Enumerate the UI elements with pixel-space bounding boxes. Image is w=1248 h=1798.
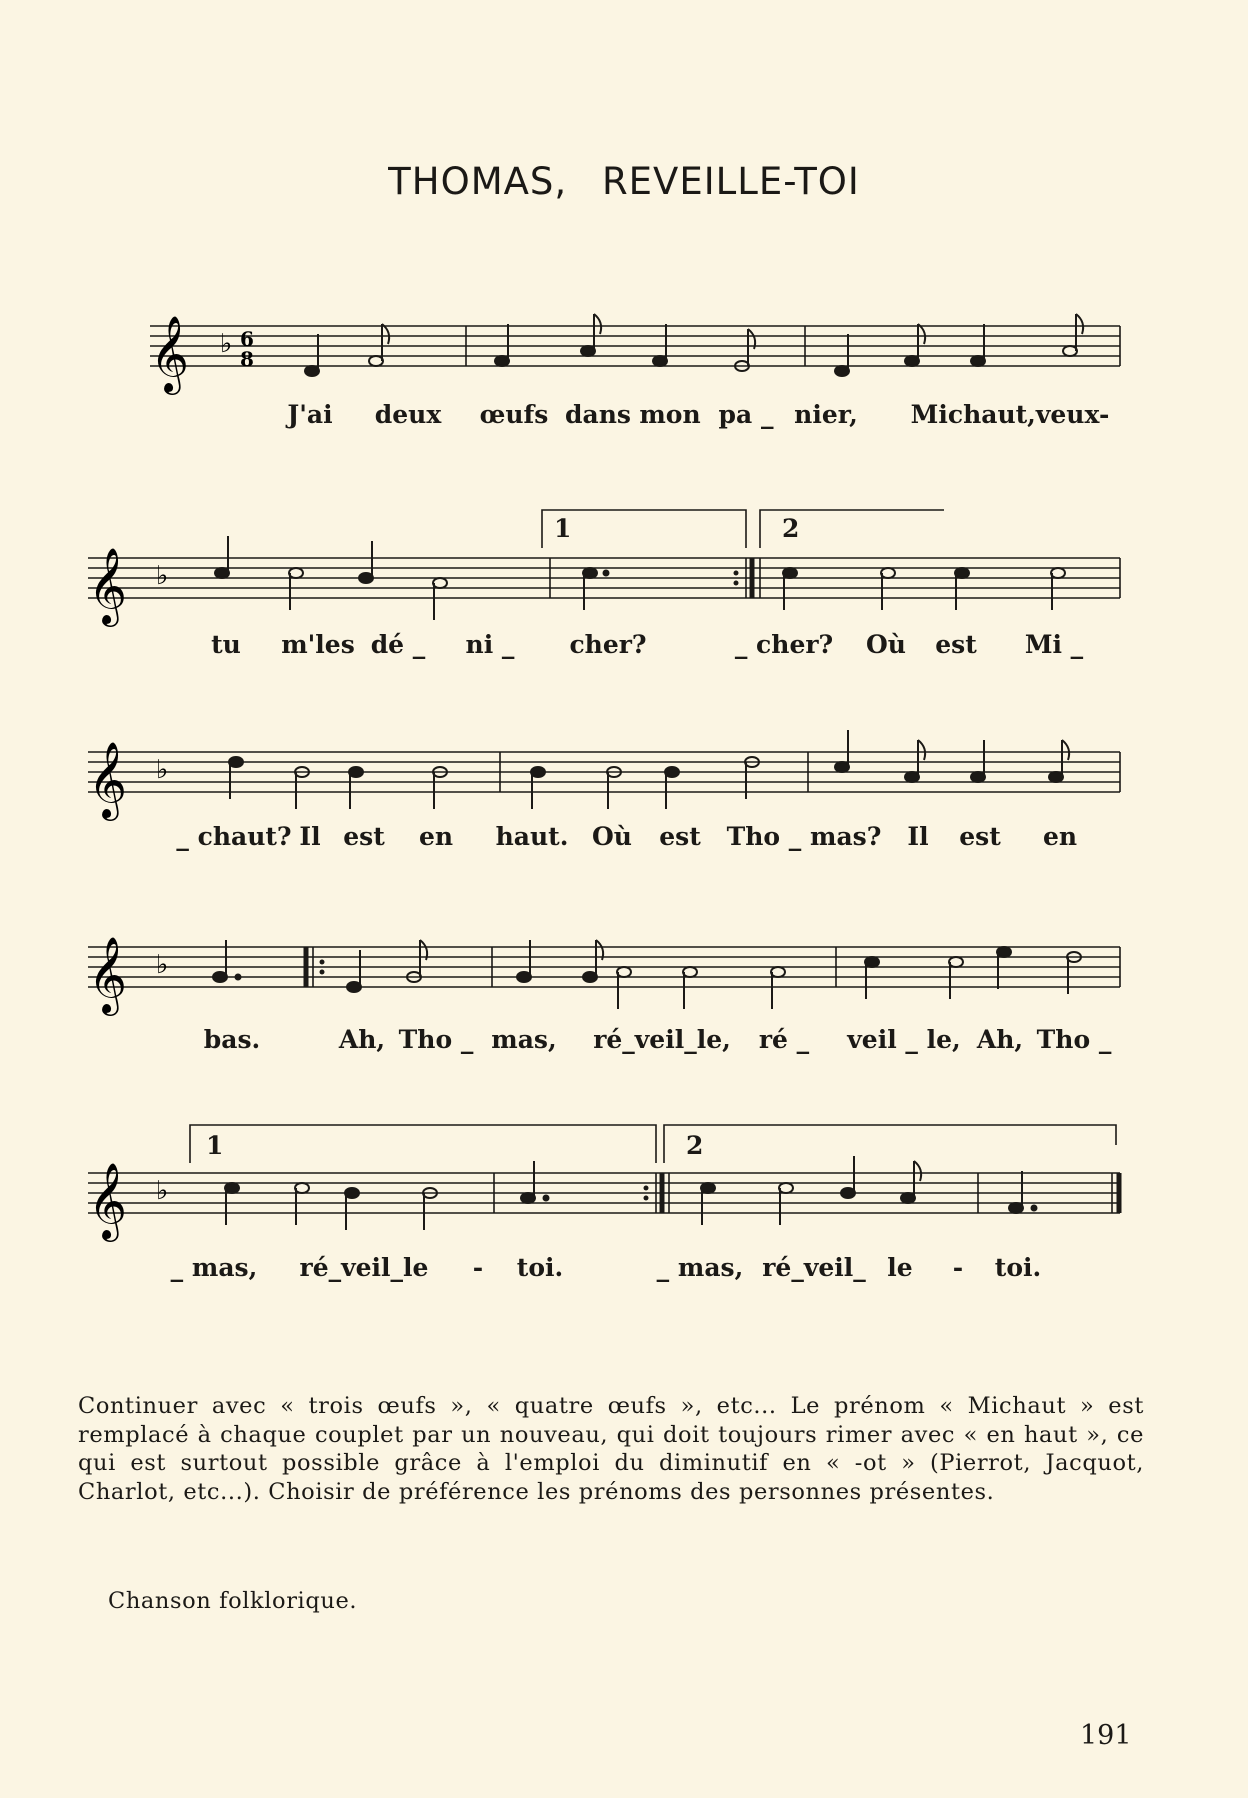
- lyric-syllable: veil _ le,: [847, 1025, 961, 1054]
- lyric-syllable: est: [343, 822, 385, 851]
- lyric-syllable: Ah,: [976, 1025, 1024, 1054]
- lyric-syllable: est: [659, 822, 701, 851]
- volta-number: 1: [206, 1131, 224, 1160]
- volta-number: 1: [554, 514, 572, 543]
- lyric-syllable: pa _: [718, 400, 774, 429]
- lyric-syllable: Mi _: [1024, 630, 1084, 659]
- lyric-syllable: dé _: [370, 630, 426, 659]
- lyric-syllable: Tho _: [1036, 1025, 1112, 1054]
- lyric-syllable: Il: [907, 822, 929, 851]
- lyric-syllable: _ mas,: [656, 1253, 744, 1282]
- music-system-1: [0, 290, 1248, 440]
- lyric-syllable: bas.: [203, 1025, 261, 1054]
- song-source: Chanson folklorique.: [108, 1588, 358, 1614]
- svg-text:♭: ♭: [156, 950, 169, 980]
- lyric-syllable: Michaut,veux-: [910, 400, 1110, 429]
- lyric-syllable: _ mas,: [170, 1253, 258, 1282]
- lyric-syllable: ré_veil_le,: [593, 1025, 731, 1054]
- lyric-syllable: Ah,: [338, 1025, 386, 1054]
- performance-note: [78, 1392, 1144, 1506]
- music-system-5: [0, 1115, 1248, 1290]
- lyric-syllable: _ cher?: [734, 630, 834, 659]
- svg-text:𝄞: 𝄞: [88, 547, 128, 624]
- lyric-syllable: en: [418, 822, 454, 851]
- svg-text:♭: ♭: [156, 755, 169, 785]
- lyric-syllable: nier,: [794, 400, 858, 429]
- svg-text:𝄞: 𝄞: [150, 315, 190, 392]
- svg-text:♭: ♭: [156, 561, 169, 591]
- lyric-syllable: ré _: [758, 1025, 810, 1054]
- lyric-syllable: mon: [639, 400, 701, 429]
- lyric-syllable: ré_veil_le: [299, 1253, 429, 1282]
- lyric-syllable: deux: [374, 400, 442, 429]
- lyric-syllable: toi.: [994, 1253, 1042, 1282]
- lyric-syllable: mas,: [491, 1025, 557, 1054]
- volta-number: 2: [686, 1131, 704, 1160]
- lyric-syllable: Tho _: [398, 1025, 474, 1054]
- svg-text:♭: ♭: [156, 1176, 169, 1206]
- svg-text:𝄞: 𝄞: [88, 936, 128, 1013]
- lyric-syllable: tu: [211, 630, 241, 659]
- lyric-syllable: -: [952, 1253, 964, 1282]
- lyric-syllable: Tho _ mas?: [726, 822, 882, 851]
- svg-text:𝄞: 𝄞: [88, 741, 128, 818]
- lyric-syllable: ré_veil_: [762, 1253, 866, 1282]
- lyric-syllable: est: [959, 822, 1001, 851]
- page-number: 191: [1080, 1720, 1132, 1751]
- lyric-syllable: J'ai: [287, 400, 333, 429]
- lyric-syllable: Où: [866, 630, 906, 659]
- svg-text:8: 8: [240, 347, 254, 371]
- lyric-syllable: en: [1042, 822, 1078, 851]
- performance-note-text: Continuer avec « trois œufs », « quatre œufs », etc... Le prénom « Michaut » est remplacé à chaque couplet par un nouveau, qui doit toujours rimer avec « en haut », ce qui est surtout possible grâce à l'emploi du diminutif en « -ot » (Pierrot, Jacquot, Charlot, etc...). Choisir de préférence les prénoms des personnes présentes.: [78, 1393, 1144, 1505]
- music-system-3: [0, 700, 1248, 870]
- volta-number: 2: [782, 514, 800, 543]
- lyric-syllable: œufs: [479, 400, 549, 429]
- svg-text:𝄞: 𝄞: [88, 1162, 128, 1239]
- lyric-syllable: toi.: [516, 1253, 564, 1282]
- lyric-syllable: -: [472, 1253, 484, 1282]
- music-system-4: [0, 895, 1248, 1065]
- lyric-syllable: cher?: [569, 630, 647, 659]
- lyric-syllable: m'les: [281, 630, 355, 659]
- lyric-syllable: Où: [592, 822, 632, 851]
- svg-text:6: 6: [240, 327, 254, 351]
- lyric-syllable: est: [935, 630, 977, 659]
- svg-text:♭: ♭: [220, 329, 233, 359]
- lyric-syllable: dans: [565, 400, 631, 429]
- lyric-syllable: ni _: [465, 630, 515, 659]
- music-system-2: [0, 500, 1248, 680]
- lyric-syllable: le: [887, 1253, 913, 1282]
- lyric-syllable: _ chaut?: [176, 822, 292, 851]
- lyric-syllable: Il: [299, 822, 321, 851]
- lyric-syllable: haut.: [495, 822, 569, 851]
- song-title: THOMAS, REVEILLE-TOI: [388, 160, 860, 203]
